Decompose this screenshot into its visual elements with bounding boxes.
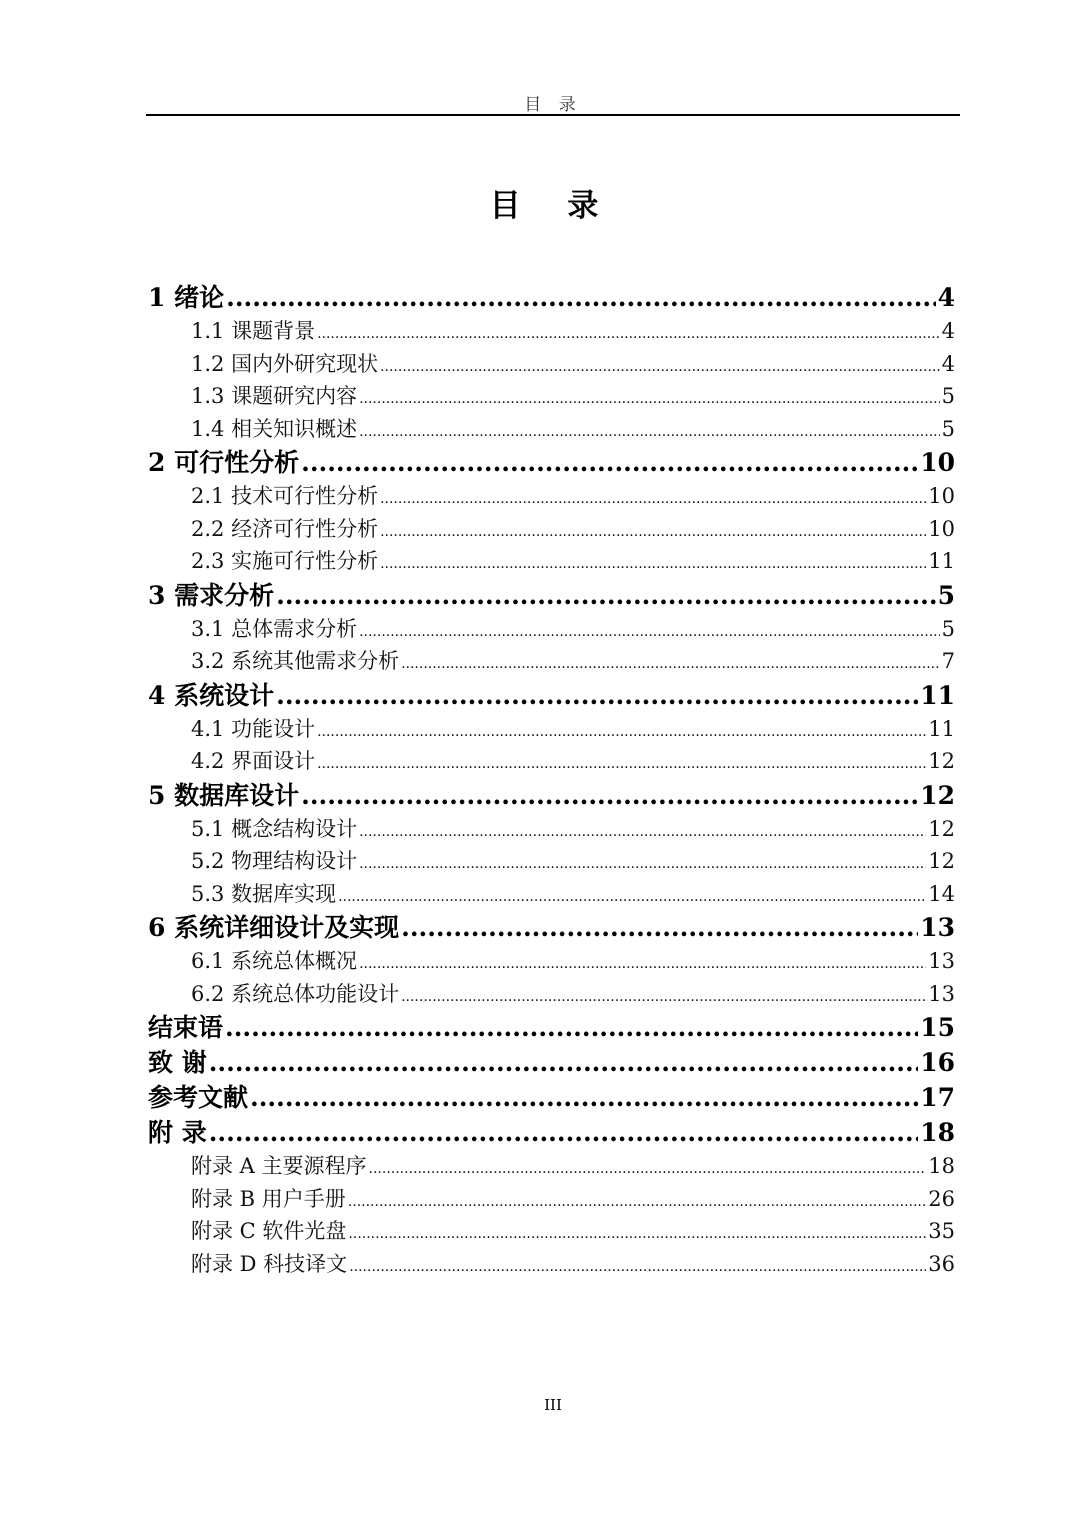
page-number: III bbox=[544, 1396, 562, 1414]
header-rule bbox=[146, 114, 960, 116]
toc-section-entry[interactable] bbox=[148, 845, 955, 878]
toc-entry-label: 附 录 bbox=[148, 1118, 207, 1147]
toc-leader-dots bbox=[250, 1080, 918, 1115]
toc-chapter-entry[interactable] bbox=[148, 1010, 955, 1045]
toc-section-entry[interactable] bbox=[148, 348, 955, 381]
toc-chapter-entry[interactable] bbox=[148, 1115, 955, 1150]
toc-entry-page: 5 bbox=[941, 616, 955, 641]
toc-leader-dots bbox=[401, 910, 918, 945]
toc-entry-page: 4 bbox=[937, 283, 955, 312]
toc-entry-label: 5.2 物理结构设计 bbox=[191, 849, 358, 873]
toc-leader-dots bbox=[317, 745, 926, 780]
toc-entry-page: 36 bbox=[928, 1251, 955, 1276]
toc-chapter-entry[interactable] bbox=[148, 1080, 955, 1115]
toc-entry-label: 2.2 经济可行性分析 bbox=[191, 516, 379, 541]
toc-entry-label: 6.2 系统总体功能设计 bbox=[191, 981, 400, 1006]
toc-leader-dots bbox=[301, 445, 918, 480]
toc-chapter-entry[interactable] bbox=[148, 910, 955, 945]
toc-entry-page: 4 bbox=[941, 351, 955, 376]
toc-leader-dots bbox=[380, 513, 926, 548]
toc-entry-label: 6 系统详细设计及实现 bbox=[148, 913, 400, 942]
toc-entry-label: 4 系统设计 bbox=[148, 680, 275, 710]
toc-entry-label: 附录 A 主要源程序 bbox=[191, 1154, 367, 1178]
toc-section-entry[interactable] bbox=[148, 380, 955, 413]
toc-leader-dots bbox=[359, 813, 926, 848]
toc-section-entry[interactable] bbox=[148, 645, 955, 678]
toc-leader-dots bbox=[317, 315, 940, 350]
toc-leader-dots bbox=[369, 1150, 927, 1185]
toc-leader-dots bbox=[401, 978, 926, 1013]
running-header: 目 录 bbox=[524, 95, 582, 115]
toc-entry-page: 12 bbox=[920, 780, 955, 810]
toc-entry-page: 5 bbox=[941, 384, 955, 408]
toc-section-entry[interactable] bbox=[148, 1215, 955, 1248]
toc-entry-page: 10 bbox=[928, 484, 955, 508]
toc-entry-label: 5 数据库设计 bbox=[148, 780, 300, 810]
toc-entry-page: 12 bbox=[928, 749, 955, 773]
toc-entry-page: 11 bbox=[928, 716, 955, 741]
toc-entry-label: 1 绪论 bbox=[148, 283, 225, 312]
toc-section-entry[interactable] bbox=[148, 1248, 955, 1281]
toc-chapter-entry[interactable] bbox=[148, 280, 955, 315]
toc-entry-label: 1.4 相关知识概述 bbox=[191, 416, 358, 441]
toc-entry-label: 附录 D 科技译文 bbox=[191, 1251, 348, 1276]
toc-section-entry[interactable] bbox=[148, 713, 955, 746]
toc-leader-dots bbox=[348, 1183, 926, 1218]
toc-entry-label: 4.1 功能设计 bbox=[191, 716, 316, 741]
toc-entry-page: 18 bbox=[928, 1154, 955, 1178]
toc-entry-label: 附录 B 用户手册 bbox=[191, 1186, 346, 1211]
toc-leader-dots bbox=[380, 545, 926, 580]
toc-leader-dots bbox=[359, 945, 926, 980]
toc-section-entry[interactable] bbox=[148, 413, 955, 446]
toc-leader-dots bbox=[276, 578, 935, 613]
toc-leader-dots bbox=[380, 348, 940, 383]
toc-leader-dots bbox=[209, 1045, 918, 1080]
toc-leader-dots bbox=[359, 413, 940, 448]
toc-entry-page: 12 bbox=[928, 816, 955, 841]
toc-entry-page: 10 bbox=[928, 516, 955, 541]
toc-leader-dots bbox=[209, 1115, 918, 1150]
toc-entry-page: 16 bbox=[920, 1048, 955, 1077]
toc-entry-label: 致 谢 bbox=[148, 1048, 207, 1077]
toc-entry-label: 3 需求分析 bbox=[148, 580, 275, 610]
toc-section-entry[interactable] bbox=[148, 315, 955, 348]
toc-section-entry[interactable] bbox=[148, 480, 955, 513]
toc-leader-dots bbox=[225, 1010, 918, 1045]
toc-entry-page: 7 bbox=[941, 649, 955, 673]
toc-entry-page: 13 bbox=[928, 949, 955, 973]
toc-chapter-entry[interactable] bbox=[148, 445, 955, 480]
toc-chapter-entry[interactable] bbox=[148, 578, 955, 613]
toc-entry-page: 26 bbox=[928, 1186, 955, 1211]
toc-leader-dots bbox=[338, 878, 926, 913]
table-of-contents bbox=[148, 280, 955, 1280]
toc-leader-dots bbox=[359, 845, 926, 880]
toc-entry-label: 2.1 技术可行性分析 bbox=[191, 484, 379, 508]
toc-entry-label: 5.3 数据库实现 bbox=[191, 881, 337, 906]
toc-entry-label: 1.1 课题背景 bbox=[191, 319, 316, 343]
toc-section-entry[interactable] bbox=[148, 613, 955, 646]
toc-entry-page: 13 bbox=[920, 913, 955, 942]
toc-section-entry[interactable] bbox=[148, 813, 955, 846]
toc-entry-page: 15 bbox=[920, 1013, 955, 1042]
toc-section-entry[interactable] bbox=[148, 545, 955, 578]
toc-chapter-entry[interactable] bbox=[148, 678, 955, 713]
toc-entry-label: 参考文献 bbox=[148, 1083, 249, 1112]
toc-section-entry[interactable] bbox=[148, 878, 955, 911]
toc-leader-dots bbox=[401, 645, 940, 680]
toc-section-entry[interactable] bbox=[148, 978, 955, 1011]
toc-entry-page: 11 bbox=[920, 680, 955, 710]
toc-entry-page: 12 bbox=[928, 849, 955, 873]
toc-leader-dots bbox=[380, 480, 926, 515]
toc-entry-label: 1.3 课题研究内容 bbox=[191, 384, 358, 408]
toc-leader-dots bbox=[349, 1248, 926, 1283]
toc-entry-page: 13 bbox=[928, 981, 955, 1006]
toc-entry-label: 1.2 国内外研究现状 bbox=[191, 351, 379, 376]
toc-leader-dots bbox=[317, 713, 926, 748]
toc-entry-page: 5 bbox=[937, 580, 955, 610]
toc-section-entry[interactable] bbox=[148, 945, 955, 978]
toc-section-entry[interactable] bbox=[148, 1150, 955, 1183]
toc-entry-label: 6.1 系统总体概况 bbox=[191, 949, 358, 973]
toc-entry-label: 3.2 系统其他需求分析 bbox=[191, 649, 400, 673]
toc-entry-label: 2.3 实施可行性分析 bbox=[191, 549, 379, 573]
toc-entry-page: 14 bbox=[928, 881, 955, 906]
toc-chapter-entry[interactable] bbox=[148, 778, 955, 813]
toc-section-entry[interactable] bbox=[148, 1183, 955, 1216]
toc-leader-dots bbox=[359, 380, 940, 415]
toc-entry-page: 11 bbox=[928, 549, 955, 573]
toc-leader-dots bbox=[348, 1215, 926, 1250]
toc-entry-page: 18 bbox=[920, 1118, 955, 1147]
toc-entry-label: 5.1 概念结构设计 bbox=[191, 816, 358, 841]
toc-leader-dots bbox=[276, 678, 918, 713]
toc-leader-dots bbox=[226, 280, 935, 315]
toc-entry-label: 附录 C 软件光盘 bbox=[191, 1219, 347, 1243]
toc-entry-label: 4.2 界面设计 bbox=[191, 749, 316, 773]
toc-title: 目 录 bbox=[489, 188, 617, 224]
toc-entry-page: 17 bbox=[920, 1083, 955, 1112]
toc-entry-page: 10 bbox=[920, 448, 955, 477]
toc-entry-page: 35 bbox=[928, 1219, 955, 1243]
toc-entry-label: 2 可行性分析 bbox=[148, 448, 300, 477]
toc-leader-dots bbox=[359, 613, 940, 648]
toc-entry-label: 结束语 bbox=[148, 1013, 224, 1042]
toc-entry-label: 3.1 总体需求分析 bbox=[191, 616, 358, 641]
toc-entry-page: 4 bbox=[941, 319, 955, 343]
toc-leader-dots bbox=[301, 778, 918, 813]
toc-section-entry[interactable] bbox=[148, 745, 955, 778]
toc-entry-page: 5 bbox=[941, 416, 955, 441]
toc-section-entry[interactable] bbox=[148, 513, 955, 546]
toc-chapter-entry[interactable] bbox=[148, 1045, 955, 1080]
